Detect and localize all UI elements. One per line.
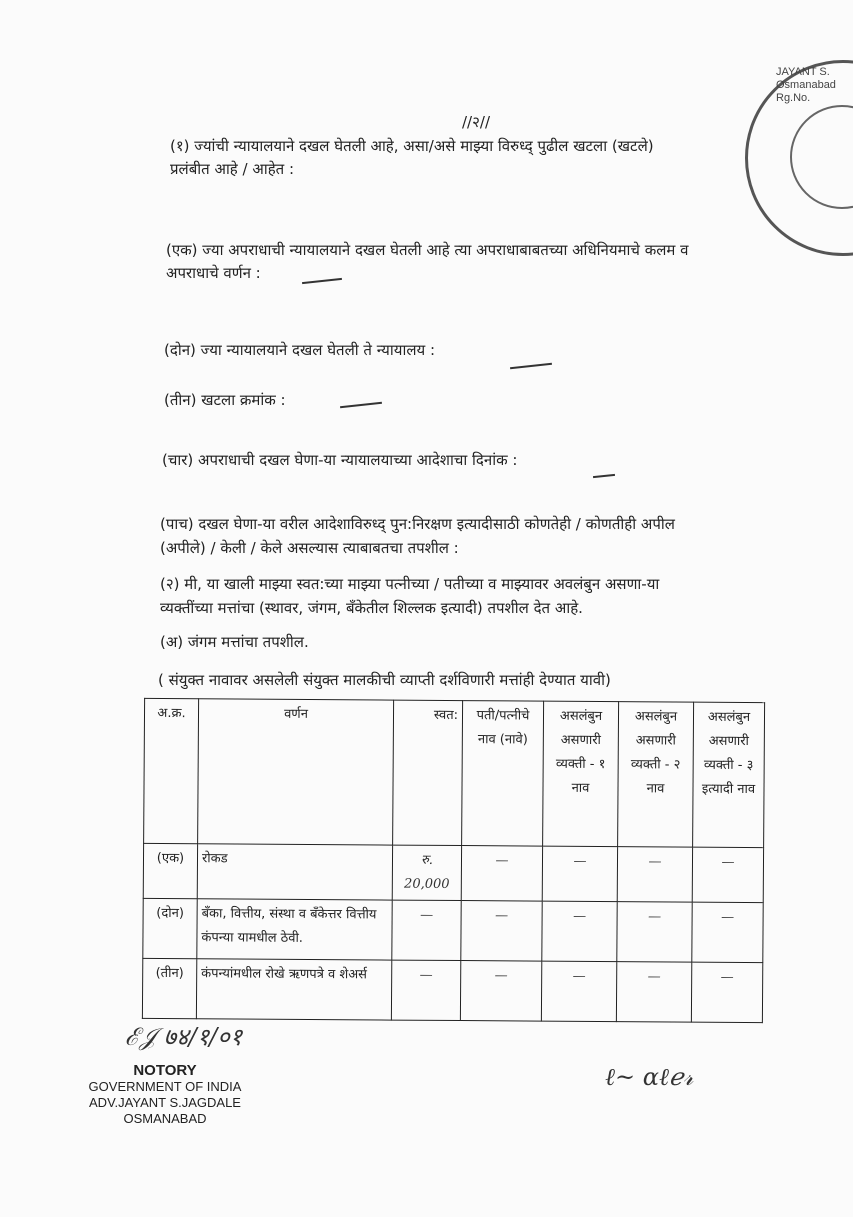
table-row [143, 898, 763, 962]
blank-dash [302, 278, 342, 284]
row-self: रु. 20,000 [392, 845, 461, 900]
row-spouse: — [461, 901, 542, 962]
para2-line1: (२) मी, या खाली माझ्या स्वत:च्या माझ्या पत्नीच्या / पतीच्या व माझ्यावर अवलंबुन असणा-या [160, 575, 660, 593]
row-dependent-2: — [617, 847, 692, 903]
header-serial: अ.क्र. [144, 698, 199, 843]
notary-stamp-line: OSMANABAD [123, 1111, 207, 1126]
movable-assets-table [142, 698, 765, 1023]
para2-line2: व्यक्तींच्या मत्तांचा (स्थावर, जंगम, बॅंकेतील शिल्लक इत्यादी) तपशील देत आहे. [160, 599, 583, 617]
row-dependent-1: — [542, 901, 617, 962]
row-dependent-1: — [541, 961, 616, 1022]
row-dependent-2: — [616, 962, 691, 1023]
header-spouse: पती/पत्नीचे नाव (नावे) [462, 701, 544, 847]
deponent-signature: ℓ~ ɑℓℯ𝓇 [605, 1063, 694, 1091]
notary-stamp-title: NOTORY [133, 1062, 197, 1079]
notary-signature: ℰ𝒥 ७४/१/०१ [125, 1023, 243, 1051]
item-5-line2: (अपीले) / केली / केले असल्यास त्याबाबतचा तपशील : [160, 539, 459, 557]
table-row [142, 958, 762, 1022]
item-1-line1: (एक) ज्या अपराधाची न्यायालयाने दखल घेतली आहे त्या अपराधाबाबतच्या अधिनियमाचे कलम व [166, 241, 689, 259]
para1-line2: प्रलंबीत आहे / आहेत : [170, 160, 295, 178]
section-a-title: (अ) जंगम मत्तांचा तपशील. [160, 633, 309, 651]
row-description: बॅंका, वित्तीय, संस्था व बॅंकेत्तर वित्तीय कंपन्या यामधील ठेवी. [197, 899, 392, 960]
header-dependent-1: असलंबुन असणारी व्यक्ती - १ नाव [543, 701, 619, 847]
row-serial: (एक) [143, 843, 197, 898]
round-stamp-text: JAYANT S. Osmanabad Rg.No. [776, 66, 836, 104]
note: ( संयुक्त नावावर असलेली संयुक्त मालकीची व्याप्ती दर्शविणारी मत्तांही देण्यात यावी) [158, 671, 611, 689]
row-dependent-3: — [691, 962, 762, 1022]
row-description: रोकड [197, 844, 392, 900]
row-serial: (दोन) [143, 898, 197, 958]
header-description: वर्णन [198, 699, 394, 845]
notary-stamp-line: ADV.JAYANT S.JAGDALE [89, 1095, 241, 1110]
table-row [143, 843, 763, 902]
row-self: — [391, 960, 460, 1020]
row-spouse: — [461, 846, 542, 902]
header-dependent-3: असलंबुन असणारी व्यक्ती - ३ इत्यादी नाव [693, 702, 765, 847]
row-spouse: — [460, 961, 541, 1022]
notary-stamp-line: GOVERNMENT OF INDIA [88, 1079, 242, 1094]
notary-stamp [70, 1062, 260, 1127]
header-self: स्वत: [393, 700, 463, 845]
blank-dash [510, 363, 552, 369]
row-dependent-2: — [617, 902, 692, 963]
header-dependent-2: असलंबुन असणारी व्यक्ती - २ नाव [618, 702, 694, 848]
row-dependent-3: — [692, 902, 763, 962]
blank-dash [593, 474, 615, 478]
item-1-line2: अपराधाचे वर्णन : [166, 264, 261, 282]
item-5-line1: (पाच) दखल घेणा-या वरील आदेशाविरुध्द् पुन:निरक्षण इत्यादीसाठी कोणतेही / कोणतीही अपील [160, 515, 675, 533]
table-header-row [144, 698, 765, 847]
row-dependent-3: — [692, 847, 763, 902]
row-dependent-1: — [542, 846, 617, 902]
item-2: (दोन) ज्या न्यायालयाने दखल घेतली ते न्यायालय : [164, 341, 436, 359]
blank-dash [340, 402, 382, 408]
item-3: (तीन) खटला क्रमांक : [164, 391, 286, 409]
item-4: (चार) अपराधाची दखल घेणा-या न्यायालयाच्या आदेशाचा दिनांक : [162, 451, 518, 469]
page-number: //२// [462, 113, 491, 131]
row-description: कंपन्यांमधील रोखे ऋणपत्रे व शेअर्स [196, 959, 391, 1020]
row-self: — [392, 900, 461, 960]
para1-line1: (१) ज्यांची न्यायालयाने दखल घेतली आहे, असा/असे माझ्या विरुध्द् पुढील खटला (खटले) [170, 137, 654, 155]
row-serial: (तीन) [142, 958, 196, 1018]
